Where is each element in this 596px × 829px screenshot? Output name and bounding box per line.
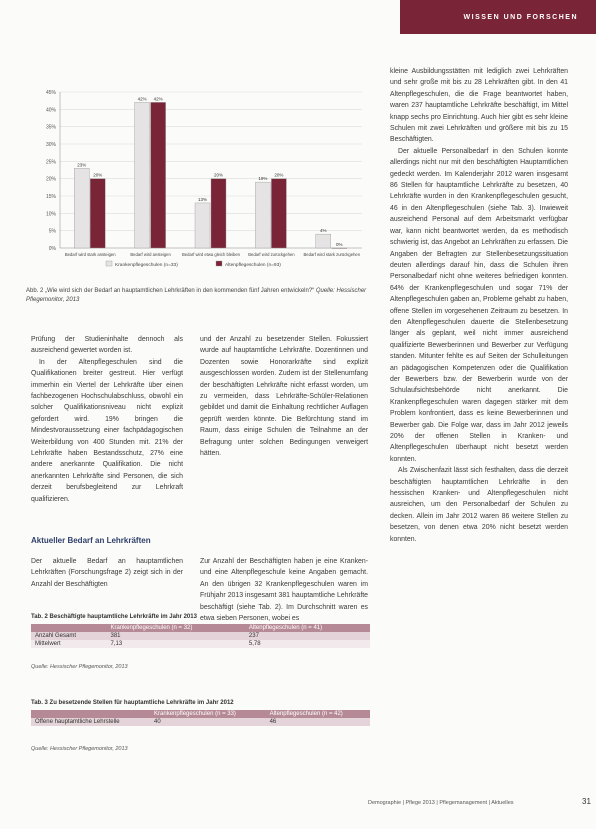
data-label: 19%: [258, 176, 268, 182]
table-header-row: [31, 624, 370, 632]
table2-title: Tab. 2 Beschäftigte hauptamtliche Lehrkräfte im Jahr 2013: [31, 614, 197, 620]
section-label: WISSEN UND FORSCHEN: [463, 14, 578, 21]
paragraph: und der Anzahl zu besetzender Stellen. Fokussiert wurde auf hauptamtliche Lehrkräfte. Dozentinnen und Dozenten sowie Honorarkräfte sind explizit ausgeschlossen worden. Zudem ist der Stellenumfang der beschäftigten Lehrkräfte nicht erfasst worden, um zu vermeiden, dass Lehrkräfte-Schüler-Relationen gebildet und damit die Einhaltung rechtlicher Auflagen geprüft werden könnte. Die Befürchtung stand im Raum, dass einige Schulen die Teilnahme an der Befragung unter solchen Bedingungen verweigert hätten.: [200, 336, 368, 458]
text-column-left: [31, 334, 183, 505]
table-header-cell: [31, 624, 107, 632]
data-label: 42%: [137, 96, 147, 102]
data-label: 20%: [213, 172, 224, 178]
y-tick-label: 5%: [48, 228, 56, 235]
table-row: [31, 718, 370, 726]
text-column-middle: [200, 334, 368, 459]
text-column-left-lower: [31, 556, 183, 590]
bar: [316, 234, 331, 248]
page-footer: Demographie | Pflege 2013 | Pflegemanagement | Aktuelles: [368, 800, 514, 806]
text-column-middle-lower: [200, 556, 368, 624]
y-tick-label: 30%: [45, 142, 56, 148]
table-cell: Anzahl Gesamt: [35, 633, 77, 639]
paragraph: Prüfung der Studieninhalte dennoch als ausreichend gewertet worden ist.: [31, 336, 183, 355]
paragraph: Der aktuelle Personalbedarf in den Schulen konnte allerdings nicht nur mit den beschäftigten Hauptamtlichen gedeckt werden. Im Kalenderjahr 2012 waren insgesamt 86 Stellen für hauptamtliche Lehrkräfte zu besetzen, 40 Lehrkräfte wurden in den Krankenpflegeschulen gesucht, 46 in den Altenpflegeschulen (siehe Tab. 3). Inwieweit ausreichend Personal auf dem Arbeitsmarkt verfügbar war, kann nicht beantwortet werden, da es methodisch schwierig ist, das Angebot an Lehrkräften zu erfassen. Die Angaben der Befragten zur Stellenbesetzungssituation deuten allerdings darauf hin, dass die Schulen ihren Personalbedarf nicht ohne weiteres befriedigen konnten. 64% der Krankenpflegeschulen und sogar 71% der Altenpflegeschulen gaben an, Probleme gehabt zu haben, offene Stellen im vorgesehenen Zeitraum zu besetzen. In den Altenpflegeschulen dauerte die Stellenbesetzung länger als geplant, weil nicht immer ausreichend qualifizierte Bewerberinnen und Bewerber zur Verfügung standen. Mitunter fehlte es auf Seiten der Schulleitungen an pädagogischen Kompetenzen oder die Qualifikation der Bewerbers bzw. der Bewerberin wurde von der Schulaufsichtsbehörde nicht anerkannt. Die Krankenpflegeschulen waren dagegen stärker mit dem Problem konfrontiert, dass es keine Bewerberinnen und Bewerber gab. Die Folge war, dass im Jahr 2012 jeweils 20% der offenen Stellen in Kranken- und Altenpflegeschulen überhaupt nicht besetzt werden konnten.: [390, 147, 568, 463]
x-tick-label: Bedarf wird etwa gleich bleiben: [182, 252, 240, 257]
bar: [151, 102, 166, 248]
table-header-cell: Altenpflegeschulen (n = 42): [269, 711, 343, 717]
table-header-cell: Krankenpflegeschulen (n = 32): [110, 625, 193, 631]
table2: [31, 624, 370, 648]
table-cell: 40: [154, 719, 161, 725]
paragraph: kleine Ausbildungsstätten mit lediglich zwei Lehrkräften und sehr große mit bis zu 28 Lehrkräften gibt. In den 41 Altenpflegeschulen, die die Frage beantwortet haben, waren 237 hauptamtliche Lehrkräfte beschäftigt, im Mittel knapp sechs pro Einrichtung. Auch hier gibt es sehr kleine Schulen mit zwei Lehrkräften und größere mit bis zu 15 Beschäftigten.: [390, 68, 568, 144]
table-header-cell: Krankenpflegeschulen (n = 33): [154, 711, 236, 717]
chart-svg: [26, 84, 370, 286]
data-label: 4%: [320, 228, 327, 234]
y-tick-label: 15%: [45, 194, 56, 200]
table-cell: Offene hauptamtliche Lehrstelle: [35, 719, 120, 725]
bar: [255, 182, 270, 248]
data-label: 13%: [197, 196, 208, 202]
caption-text: Abb. 2 „Wie wird sich der Bedarf an hauptamtlichen Lehrkräften in den kommenden fünf Jahren entwickeln?“: [26, 288, 315, 294]
table-cell: 46: [269, 719, 277, 725]
bar: [195, 203, 210, 248]
x-tick-label: Bedarf wird stark ansteigen: [64, 252, 116, 257]
data-label: 23%: [77, 162, 87, 168]
paragraph: Der aktuelle Bedarf an hauptamtlichen Lehrkräften (Forschungsfrage 2) zeigt sich in der Anzahl der Beschäftigten: [31, 558, 183, 588]
bar: [74, 168, 89, 248]
paragraph: In der Altenpflegeschulen sind die Qualifikationen breiter gestreut. Hier verfügt immerhin ein Viertel der Lehrkräfte über einen fachbezogenen Hochschulabschluss, obwohl ein solcher Qualifikationsniveau nicht explizit gefordert wird. 19% bringen die Mindestvoraussetzung einer fachpädagogischen Weiterbildung von 400 Stunden mit. 21% der Lehrkräfte haben Bestandsschutz, 27% eine andere anerkannte Qualifikation. Die nicht anerkannten Lehrkräfte sind Personen, die sich derzeit berufsbegleitend zur Lehrkraft qualifizieren.: [31, 358, 183, 503]
table-header-row: [31, 710, 370, 718]
bar-chart: [26, 84, 370, 286]
caption-source: Quelle: Hessischer Pflegemonitor, 2013: [26, 288, 367, 303]
bar: [135, 102, 150, 248]
table-header-cell: [31, 710, 150, 718]
table3: [31, 710, 370, 726]
text-column-right: [390, 66, 568, 545]
table-row: [31, 632, 370, 640]
paragraph: Zur Anzahl der Beschäftigten haben je eine Kranken- und eine Altenpflegeschule keine Angaben gemacht. An den übrigen 32 Krankenpflegeschulen waren im Frühjahr 2013 insgesamt 381 hauptamtliche Lehrkräfte beschäftigt (siehe Tab. 2). Im Durchschnitt waren es etwa sieben Personen, wobei es: [200, 558, 368, 623]
page-number: 31: [582, 797, 591, 806]
table-row: [31, 640, 370, 648]
table-cell: 381: [110, 633, 121, 639]
bar: [271, 179, 286, 248]
table3-source: Quelle: Hessischer Pflegemonitor, 2013: [31, 746, 128, 752]
table-cell: 5,78: [248, 641, 261, 647]
table-header-cell: Altenpflegeschulen (n = 41): [248, 625, 323, 631]
data-label: 20%: [274, 172, 284, 178]
y-tick-label: 20%: [45, 176, 56, 183]
section-heading: Aktueller Bedarf an Lehrkräften: [31, 536, 151, 545]
section-header-band: [400, 0, 596, 34]
x-tick-label: Bedarf wird zurückgehen: [248, 252, 295, 257]
y-tick-label: 10%: [45, 211, 56, 218]
table-cell: 237: [248, 633, 259, 639]
legend-swatch: [106, 261, 112, 266]
x-tick-label: Bedarf wird stark zurückgehen: [303, 252, 361, 257]
table3-title: Tab. 3 Zu besetzende Stellen für hauptamtliche Lehrkräfte im Jahr 2012: [31, 700, 234, 706]
y-tick-label: 45%: [45, 90, 56, 96]
bar: [211, 179, 226, 248]
bar: [90, 179, 105, 248]
legend-swatch: [216, 261, 222, 266]
y-tick-label: 25%: [45, 159, 56, 166]
y-tick-label: 35%: [45, 124, 56, 131]
table-cell: Mittelwert: [35, 641, 61, 647]
paragraph: Als Zwischenfazit lässt sich festhalten, dass die derzeit beschäftigten hauptamtlichen Lehrkräfte in den hessischen Kranken- und Altenpflegeschulen nicht ausreichen, um den Personalbedarf der Schulen zu decken. Allein im Jahr 2012 waren 86 weitere Stellen zu besetzen, von denen etwa 20% nicht besetzt werden konnten.: [390, 467, 568, 543]
legend-label: Krankenpflegeschulen (n=33): [115, 263, 178, 268]
table-cell: 7,13: [110, 641, 123, 647]
data-label: 0%: [336, 242, 343, 247]
table2-source: Quelle: Hessischer Pflegemonitor, 2013: [31, 664, 128, 670]
bar: [332, 248, 347, 249]
legend-label: Altenpflegeschulen (n=93): [225, 263, 281, 268]
x-tick-label: Bedarf wird ansteigen: [130, 252, 171, 257]
y-tick-label: 40%: [45, 107, 56, 114]
figure-caption: [26, 287, 370, 304]
data-label: 42%: [153, 96, 163, 102]
y-tick-label: 0%: [48, 246, 56, 252]
data-label: 20%: [93, 172, 103, 178]
